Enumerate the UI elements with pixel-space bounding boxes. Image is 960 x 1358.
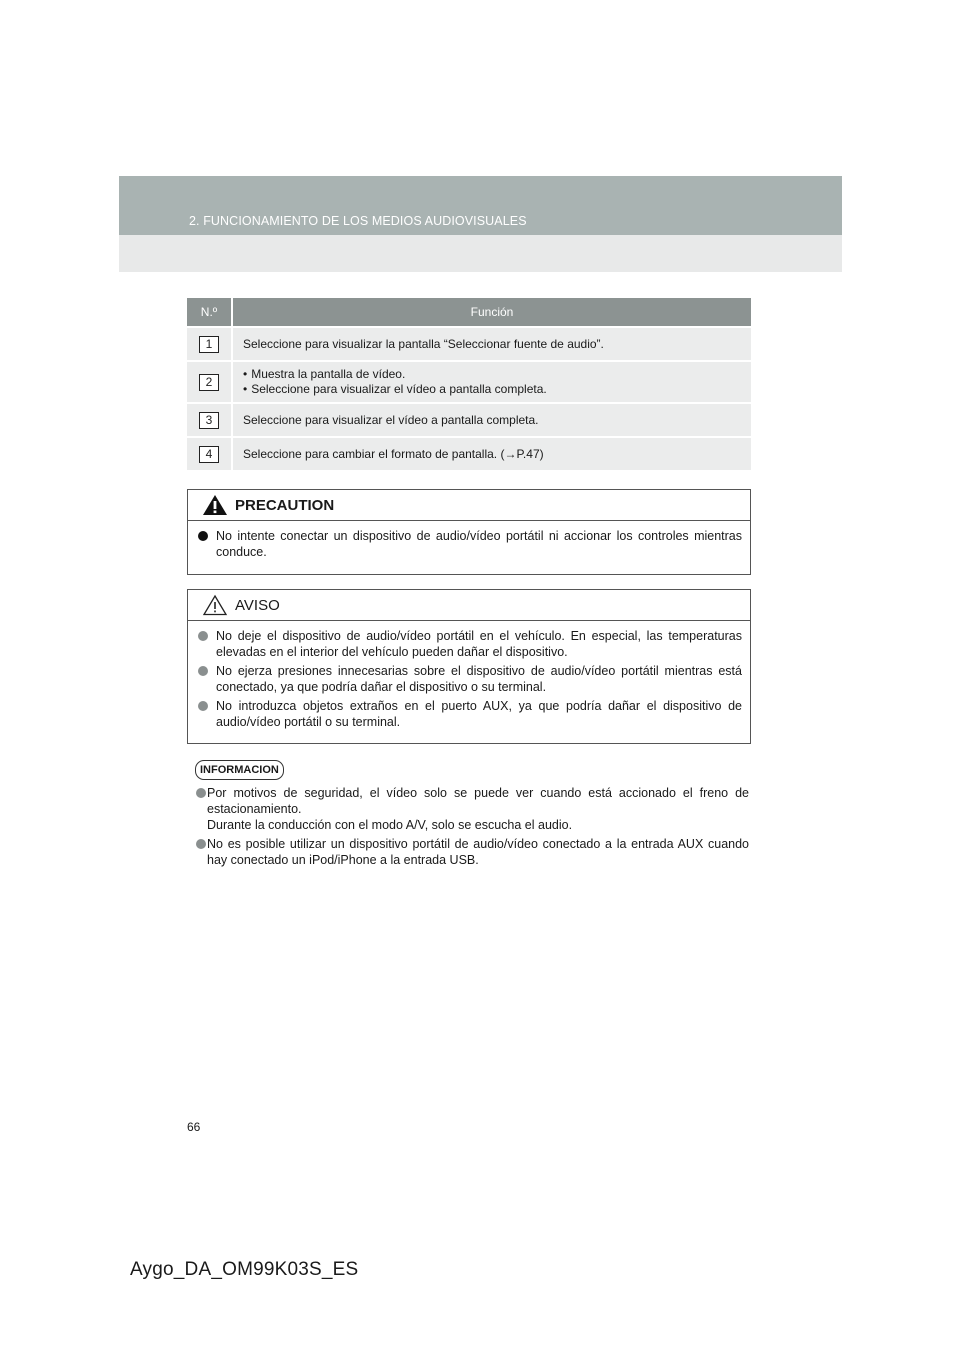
precaution-box xyxy=(187,489,751,575)
table-header-row xyxy=(187,298,751,326)
document-id: Aygo_DA_OM99K03S_ES xyxy=(130,1259,359,1280)
section-title: 2. FUNCIONAMIENTO DE LOS MEDIOS AUDIOVISUALES xyxy=(189,214,527,228)
row-description: Seleccione para visualizar la pantalla “Seleccionar fuente de audio”. xyxy=(233,326,751,360)
list-item xyxy=(196,628,742,660)
list-item xyxy=(196,528,742,560)
bullet-icon xyxy=(198,631,208,641)
table-row xyxy=(187,436,751,470)
col-num-header: N.º xyxy=(187,298,233,326)
list-item xyxy=(196,663,742,695)
bullet-icon xyxy=(198,531,208,541)
item-text: No es posible utilizar un dispositivo portátil de audio/vídeo conectado a la entrada AUX cuando hay conectado un iPod/iPhone a la entrada USB. xyxy=(207,837,749,867)
row-number: 4 xyxy=(199,446,219,463)
precaution-title: PRECAUTION xyxy=(235,497,335,514)
list-item xyxy=(196,698,742,730)
row-description: Seleccione para cambiar el formato de pantalla. (→P.47) xyxy=(233,436,751,470)
col-function-header: Función xyxy=(233,298,751,326)
item-text: No intente conectar un dispositivo de audio/vídeo portátil ni accionar los controles mientras conduce. xyxy=(216,529,742,559)
row-number: 2 xyxy=(199,374,219,391)
info-list xyxy=(187,785,749,870)
bullet-icon xyxy=(198,666,208,676)
warning-outline-icon xyxy=(202,594,228,616)
info-label: INFORMACION xyxy=(195,760,284,780)
precaution-header xyxy=(188,490,750,521)
row-number: 3 xyxy=(199,412,219,429)
list-item xyxy=(187,785,749,833)
bullet-item: • Muestra la pantalla de vídeo. xyxy=(243,367,741,382)
item-text: No ejerza presiones innecesarias sobre el dispositivo de audio/vídeo portátil mientras está conectado, ya que podría dañar el dispositivo o su terminal. xyxy=(216,664,742,694)
item-text: Durante la conducción con el modo A/V, solo se escucha el audio. xyxy=(207,818,573,832)
bullet-icon xyxy=(196,788,206,798)
section-header-sub xyxy=(119,235,842,272)
notice-box xyxy=(187,589,751,744)
notice-title: AVISO xyxy=(235,597,280,614)
bullet-icon xyxy=(196,839,206,849)
warning-icon xyxy=(202,494,228,516)
item-text: Por motivos de seguridad, el vídeo solo se puede ver cuando está accionado el freno de estacionamiento. xyxy=(207,786,749,816)
bullet-item: • Seleccione para visualizar el vídeo a pantalla completa. xyxy=(243,382,741,397)
bullet-icon xyxy=(198,701,208,711)
function-table xyxy=(187,298,751,470)
row-description xyxy=(233,360,751,402)
table-row xyxy=(187,360,751,402)
table-row xyxy=(187,402,751,436)
item-text: No deje el dispositivo de audio/vídeo portátil en el vehículo. En especial, las temperaturas elevadas en el interior del vehículo pueden dañar el dispositivo. xyxy=(216,629,742,659)
notice-header xyxy=(188,590,750,621)
page-number: 66 xyxy=(187,1120,201,1134)
table-row xyxy=(187,326,751,360)
row-description: Seleccione para visualizar el vídeo a pantalla completa. xyxy=(233,402,751,436)
list-item xyxy=(187,836,749,868)
item-text: No introduzca objetos extraños en el puerto AUX, ya que podría dañar el dispositivo de audio/vídeo portátil o su terminal. xyxy=(216,699,742,729)
row-number: 1 xyxy=(199,336,219,353)
section-header xyxy=(119,176,842,235)
